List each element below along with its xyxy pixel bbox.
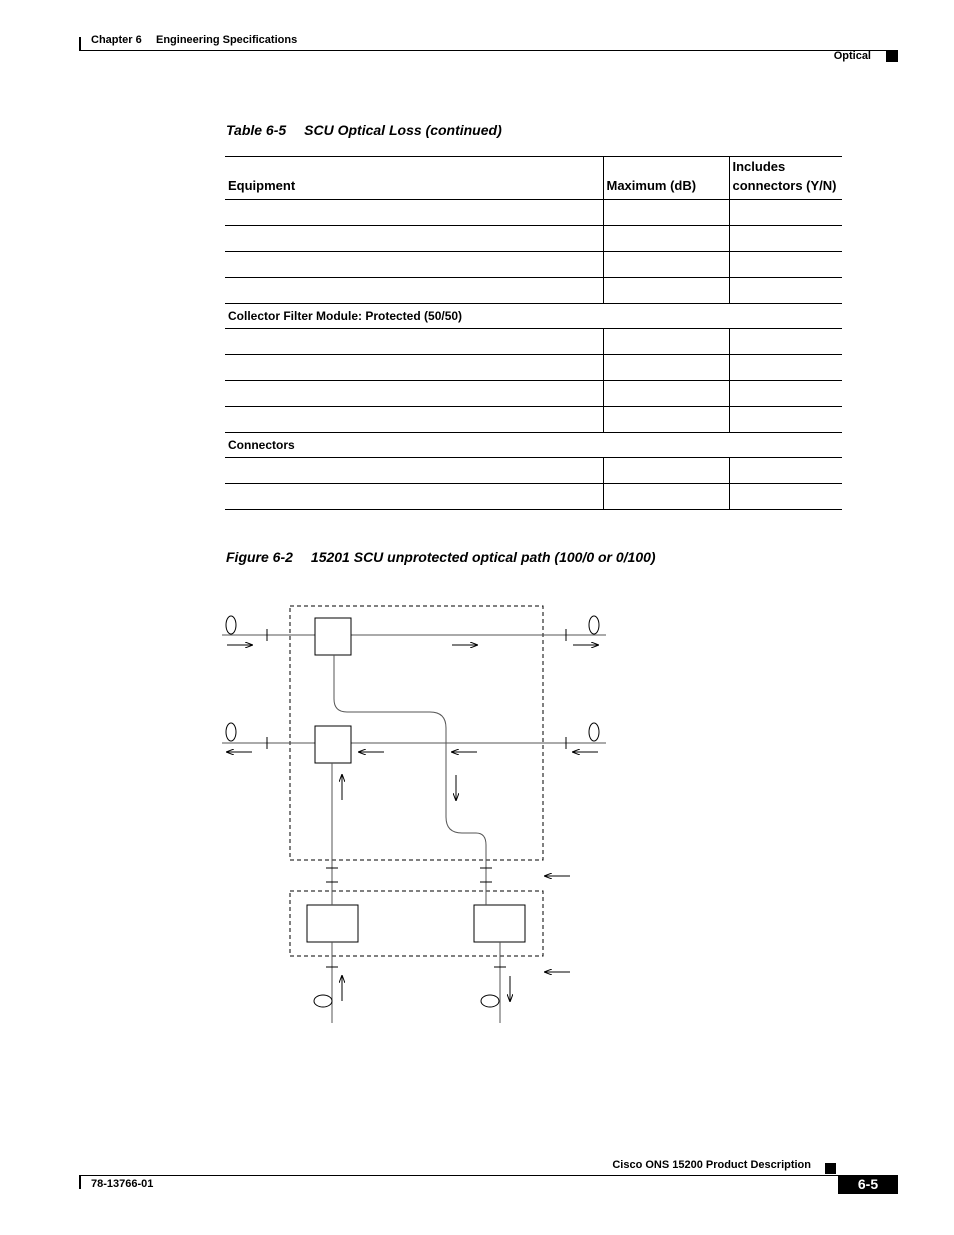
table-row [225,407,842,433]
header-rule [80,50,896,51]
table-row [225,329,842,355]
section-connectors: Connectors [225,433,842,458]
col-includes-header: Includes connectors (Y/N) [729,157,842,200]
header-marker [886,50,898,62]
footer-marker [825,1163,836,1174]
table-row [225,355,842,381]
header-tick [79,37,81,51]
col-maximum-header: Maximum (dB) [603,157,729,200]
upper-coupler-box [315,618,351,655]
table-row [225,484,842,510]
section-collector-filter: Collector Filter Module: Protected (50/50) [225,304,842,329]
footer-tick [79,1175,81,1189]
table-row [225,278,842,304]
header-section: Engineering Specifications [156,34,298,46]
table-caption-title: SCU Optical Loss (continued) [304,122,502,138]
fiber-loop-icon [226,723,236,741]
collector-box-left [307,905,358,942]
table-caption-label: Table 6-5 [226,122,287,138]
header-topic: Optical [833,50,871,62]
fiber-loop-icon [589,616,599,634]
fiber-loop-icon [589,723,599,741]
footer-rule [80,1175,896,1176]
table-row [225,458,842,484]
fiber-loop-icon [314,995,332,1007]
fiber-loop-icon [481,995,499,1007]
table-caption [226,122,502,138]
table-section-row [225,433,842,458]
page-number: 6-5 [838,1175,898,1194]
footer-product-title: Cisco ONS 15200 Product Description [612,1159,811,1171]
fiber-loop-icon [226,616,236,634]
header-chapter: Chapter 6 [91,34,142,46]
collector-box-right [474,905,525,942]
table-row [225,381,842,407]
table-row [225,226,842,252]
figure-caption-title: 15201 SCU unprotected optical path (100/0 or 0/100) [310,549,656,565]
table-row [225,252,842,278]
table-header-row [225,157,842,200]
table-row [225,200,842,226]
footer-doc-number: 78-13766-01 [91,1178,154,1190]
optical-path-diagram [210,595,620,1030]
figure-caption [226,549,656,565]
figure-caption-label: Figure 6-2 [226,549,293,565]
col-equipment-header: Equipment [225,157,603,200]
curved-fiber-path [334,655,486,905]
optical-loss-table [225,156,842,510]
table-section-row [225,304,842,329]
lower-coupler-box [315,726,351,763]
